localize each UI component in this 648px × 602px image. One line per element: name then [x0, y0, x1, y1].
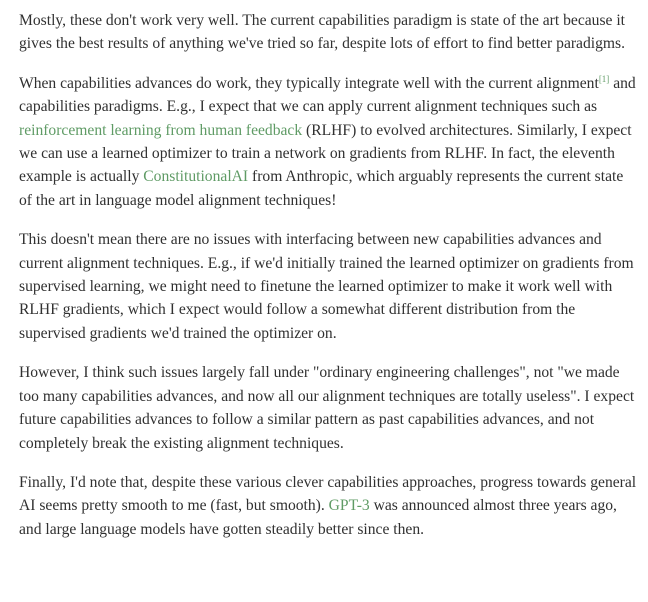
paragraph-1 [19, 9, 639, 56]
paragraph-2 [19, 72, 639, 212]
paragraph-2-text-1: When capabilities advances do work, they typically integrate well with the current alignment [19, 74, 599, 92]
paragraph-2-text-2: and capabilities paradigms. E.g., I expect that we can apply current alignment techniques such as [19, 74, 636, 116]
footnote-1-link[interactable]: [1] [598, 73, 610, 84]
paragraph-5-text-2: was announced almost three years ago, and large language models have gotten steadily better since then. [19, 497, 617, 538]
paragraph-2-text-3: (RLHF) to evolved architectures. Similarly, I expect we can use a learned optimizer to train a network on gradients from RLHF. In fact, the eleventh example is actually [19, 121, 632, 186]
paragraph-3 [19, 228, 639, 345]
gpt3-link[interactable]: GPT-3 [328, 497, 370, 515]
paragraph-2-text-4: from Anthropic, which arguably represents the current state of the art in language model alignment techniques! [19, 168, 624, 209]
paragraph-5-text-1: Finally, I'd note that, despite these various clever capabilities approaches, progress towards general AI seems pretty smooth to me (fast, but smooth). [19, 473, 637, 515]
paragraph-4 [19, 361, 639, 455]
rlhf-link[interactable]: reinforcement learning from human feedback [19, 121, 303, 139]
paragraph-1-text: Mostly, these don't work very well. The current capabilities paradigm is state of the art because it gives the best results of anything we've tried so far, despite lots of effort to find better paradigms. [19, 12, 626, 53]
constitutional-ai-link[interactable]: ConstitutionalAI [143, 168, 249, 186]
paragraph-5 [19, 471, 639, 541]
paragraph-4-text: However, I think such issues largely fall under "ordinary engineering challenges", not "we made too many capabilities advances, and now all our alignment techniques are totally useless". I expect future capabilities advances to follow a similar pattern as past capabilities advances, and not completely break the existing alignment techniques. [19, 364, 635, 452]
paragraph-3-text: This doesn't mean there are no issues with interfacing between new capabilities advances and current alignment techniques. E.g., if we'd initially trained the learned optimizer on gradients from supervised learning, we might need to finetune the learned optimizer to make it work well with RLHF gradients, which I expect would follow a somewhat different distribution from the supervised gradients we'd trained the optimizer on. [19, 231, 634, 342]
